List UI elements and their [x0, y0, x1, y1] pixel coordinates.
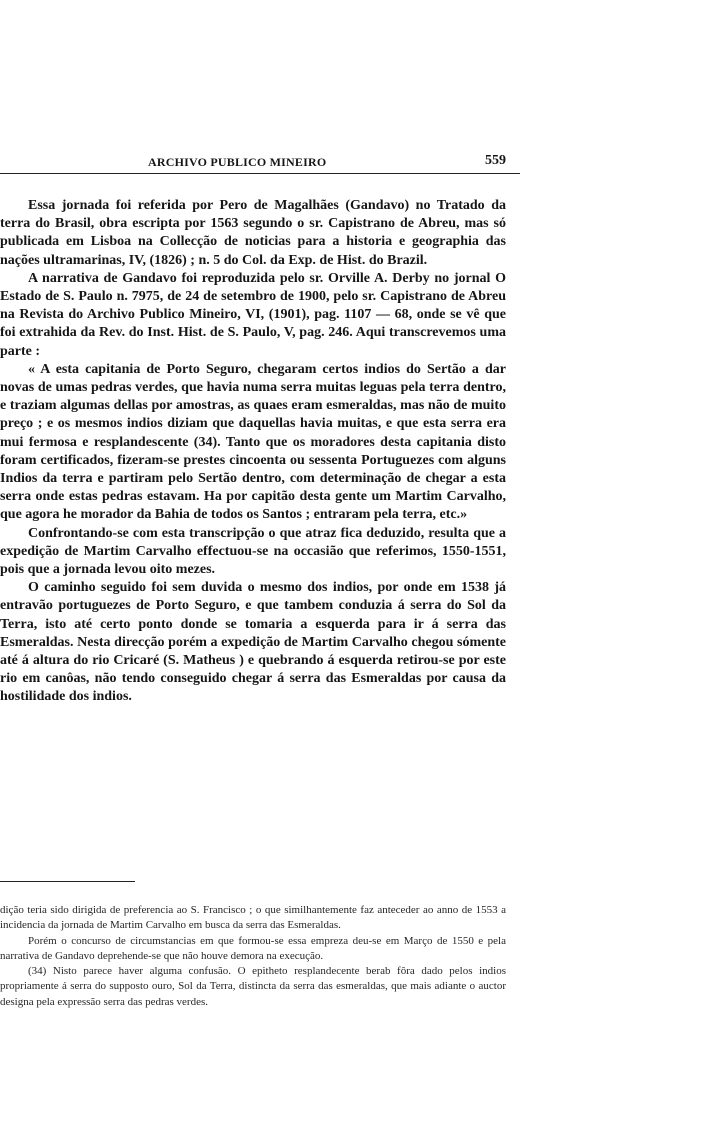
header-rule: [0, 173, 520, 174]
paragraph: O caminho seguido foi sem duvida o mesmo dos indios, por onde em 1538 já entravão portuguezes de Porto Seguro, e que tambem conduzia á serra do Sol da Terra, isto até certo ponto donde se tomaria a esquerda para ir á serra das Esmeraldas. Nesta direcção porém a expedição de Martim Carvalho chegou sómente até á altura do rio Cricaré (S. Matheus ) e quebrando á esquerda retirou-se por este rio em canôas, não tendo conseguido chegar á serra das Esmeraldas por causa da hostilidade dos indios.: [0, 580, 506, 705]
footnotes: [0, 903, 506, 1010]
quotation-paragraph: « A esta capitania de Porto Seguro, chegaram certos indios do Sertão a dar novas de umas pedras verdes, que havia numa serra muitas leguas pela terra dentro, e traziam algumas dellas por amostras, as quaes eram esmeraldas, mas não de muito preço ; e os mesmos indios diziam que daquellas havia muitas, e que esta serra era mui fermosa e resplandescente (34). Tanto que os moradores desta capitania disto foram certificados, fizeram-se prestes cincoenta ou sessenta Portuguezes com alguns Indios da terra e partiram pelo Sertão dentro, com determinação de chegar a esta serra onde estas pedras estavam. Ha por capitão desta gente um Martim Carvalho, que agora he morador da Bahia de todos os Santos ; entraram pela terra, etc.»: [0, 361, 506, 523]
main-text: [0, 197, 506, 707]
footnote-separator: [0, 881, 135, 882]
paragraph: A narrativa de Gandavo foi reproduzida pelo sr. Orville A. Derby no jornal O Estado de S. Paulo n. 7975, de 24 de setembro de 1900, pelo sr. Capistrano de Abreu na Revista do Archivo Publico Mineiro, VI, (1901), pag. 1107 — 68, onde se vê que foi extrahida da Rev. do Inst. Hist. de S. Paulo, V, pag. 246. Aqui transcrevemos uma parte :: [0, 270, 506, 359]
footnote: Porém o concurso de circumstancias em que formou-se essa empreza deu-se em Março de 1550 e pela narrativa de Gandavo deprehende-se que não houve demora na execução.: [0, 934, 506, 962]
page-number: 559: [485, 153, 506, 168]
paragraph: Confrontando-se com esta transcripção o que atraz fica deduzido, resulta que a expedição de Martim Carvalho effectuou-se na occasião que referimos, 1550-1551, pois que a jornada levou oito mezes.: [0, 525, 506, 578]
running-title: ARCHIVO PUBLICO MINEIRO: [148, 155, 327, 169]
running-header: [0, 153, 520, 173]
footnote: (34) Nisto parece haver alguma confusão. O epitheto resplandecente berab fôra dado pelos indios propriamente á serra do supposto ouro, Sol da Terra, distincta da serra das esmeraldas, que mais adiante o auctor designa pela expressão serra das pedras verdes.: [0, 965, 506, 1008]
paragraph: Essa jornada foi referida por Pero de Magalhães (Gandavo) no Tratado da terra do Brasil, obra escripta por 1563 segundo o sr. Capistrano de Abreu, mas só publicada em Lisboa na Collecção de noticias para a historia e geographia das nações ultramarinas, IV, (1826) ; n. 5 do Col. da Exp. de Hist. do Brazil.: [0, 198, 506, 268]
footnote-continuation: dição teria sido dirigida de preferencia ao S. Francisco ; o que similhantemente faz anteceder ao anno de 1553 a incidencia da jornada de Martim Carvalho em busca da serra das Esmeraldas.: [0, 904, 506, 932]
